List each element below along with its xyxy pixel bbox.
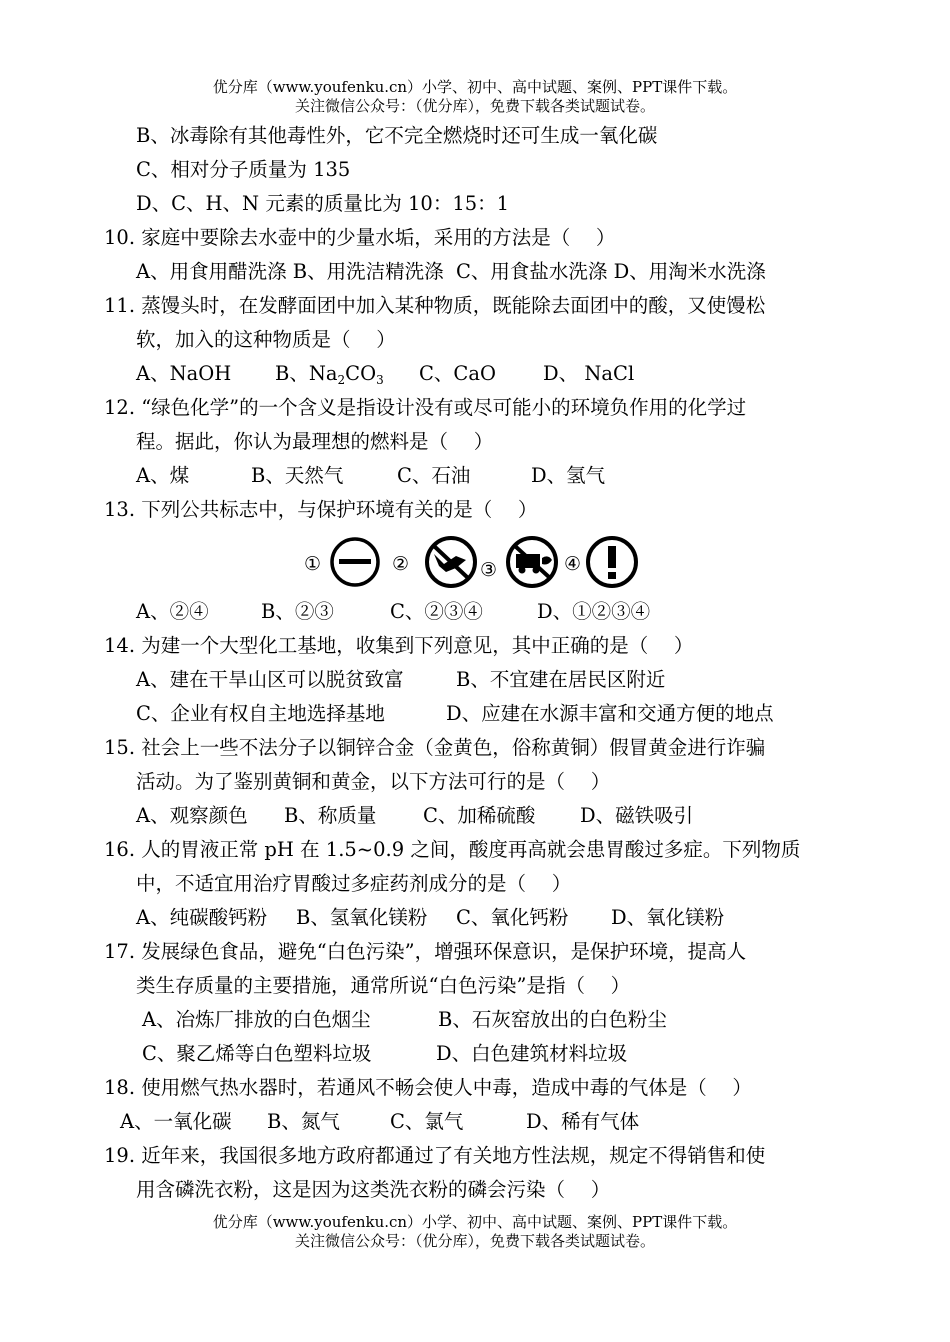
warning-exclamation-sign-icon: [588, 538, 636, 586]
q12-line-1: 12. “绿色化学”的一个含义是指设计没有或尽可能小的环境负作用的化学过: [104, 396, 747, 419]
q14-text: 14. 为建一个大型化工基地，收集到下列意见，其中正确的是（ ）: [104, 634, 694, 657]
q15-line-2: 活动。为了鉴别黄铜和黄金，以下方法可行的是（ ）: [136, 770, 611, 793]
q14-option-b: B、不宜建在居民区附近: [456, 668, 666, 691]
q12-option-c: C、石油: [397, 464, 471, 487]
q11-line-2: 软，加入的这种物质是（ ）: [136, 328, 396, 351]
no-entry-sign-icon: [332, 539, 378, 585]
q17-line-1: 17. 发展绿色食品，避免“白色污染”，增强环保意识，是保护环境，提高人: [104, 940, 747, 963]
q11-option-b: [275, 362, 384, 386]
q12-option-d: D、氢气: [531, 464, 606, 487]
q11-line-1: 11. 蒸馒头时，在发酵面团中加入某种物质，既能除去面团中的酸，又使馒松: [104, 294, 766, 317]
q9-option-b: B、冰毒除有其他毒性外，它不完全燃烧时还可生成一氧化碳: [136, 124, 658, 147]
header-line-1: 优分库（www.youfenku.cn）小学、初中、高中试题、案例、PPT课件下载。: [212, 78, 738, 96]
q11-option-b-mid: CO: [345, 362, 377, 385]
q11-option-b-sub2: 3: [376, 373, 384, 387]
q16-line-1: 16. 人的胃液正常 pH 在 1.5~0.9 之间，酸度再高就会患胃酸过多症。下列物质: [104, 838, 801, 861]
q15-line-1: 15. 社会上一些不法分子以铜锌合金（金黄色，俗称黄铜）假冒黄金进行诈骗: [104, 736, 766, 759]
footer-line-1: 优分库（www.youfenku.cn）小学、初中、高中试题、案例、PPT课件下载。: [212, 1213, 738, 1231]
q17-option-c: C、聚乙烯等白色塑料垃圾: [142, 1042, 372, 1065]
q15-option-c: C、加稀硫酸: [423, 804, 536, 827]
q16-option-d: D、氧化镁粉: [611, 906, 725, 929]
q11-option-b-sub1: 2: [337, 373, 346, 387]
q11-option-c: C、CaO: [419, 362, 496, 385]
sign-1-label: ①: [304, 553, 322, 575]
footer-line-2: 关注微信公众号：（优分库），免费下载各类试题试卷。: [294, 1232, 655, 1250]
no-hunting-sign-icon: [427, 538, 475, 586]
q14-option-a: A、建在干旱山区可以脱贫致富: [136, 668, 404, 691]
q18-option-a: A、一氧化碳: [120, 1110, 232, 1133]
q11-option-b-prefix: B、Na: [275, 362, 338, 385]
q17-option-d: D、白色建筑材料垃圾: [436, 1042, 628, 1065]
q15-option-d: D、磁铁吸引: [580, 804, 694, 827]
q15-option-b: B、称质量: [284, 804, 377, 827]
q10-options: A、用食用醋洗涤 B、用洗洁精洗涤 C、用食盐水洗涤 D、用淘米水洗涤: [136, 260, 766, 283]
q14-option-c: C、企业有权自主地选择基地: [136, 702, 385, 725]
q12-option-a: A、煤: [136, 464, 190, 487]
q17-option-a: A、冶炼厂排放的白色烟尘: [142, 1008, 371, 1031]
q12-line-2: 程。据此，你认为最理想的燃料是（ ）: [136, 430, 494, 453]
q13-option-d: D、①②③④: [537, 600, 651, 623]
header-line-2: 关注微信公众号：（优分库），免费下载各类试题试卷。: [294, 97, 655, 115]
q11-option-d: D、 NaCl: [543, 362, 635, 385]
q17-line-2: 类生存质量的主要措施，通常所说“白色污染”是指（ ）: [136, 974, 631, 997]
q13-option-a: A、②④: [136, 600, 209, 623]
q9-option-c: C、相对分子质量为 135: [136, 158, 351, 181]
q15-option-a: A、观察颜色: [136, 804, 248, 827]
q10-text: 10. 家庭中要除去水壶中的少量水垢，采用的方法是（ ）: [104, 226, 616, 249]
q11-option-a: A、NaOH: [136, 362, 232, 385]
no-smoking-vehicle-sign-icon: [508, 538, 556, 586]
q9-option-d: D、C、H、N 元素的质量比为 10：15：1: [136, 192, 510, 215]
q16-option-c: C、氧化钙粉: [456, 906, 569, 929]
q14-option-d: D、应建在水源丰富和交通方便的地点: [446, 702, 774, 725]
q17-option-b: B、石灰窑放出的白色粉尘: [438, 1008, 667, 1031]
q19-line-1: 19. 近年来，我国很多地方政府都通过了有关地方性法规，规定不得销售和使: [104, 1144, 766, 1167]
q18-option-d: D、稀有气体: [526, 1110, 640, 1133]
q19-line-2: 用含磷洗衣粉，这是因为这类洗衣粉的磷会污染（ ）: [136, 1178, 611, 1201]
q13-option-c: C、②③④: [390, 600, 483, 623]
q18-text: 18. 使用燃气热水器时，若通风不畅会使人中毒，造成中毒的气体是（ ）: [104, 1076, 752, 1099]
sign-3-label: ③: [480, 559, 498, 581]
q12-option-b: B、天然气: [251, 464, 344, 487]
q13-option-b: B、②③: [261, 600, 334, 623]
q13-text: 13. 下列公共标志中，与保护环境有关的是（ ）: [104, 498, 538, 521]
sign-4-label: ④: [564, 553, 582, 575]
q16-option-a: A、纯碳酸钙粉: [136, 906, 268, 929]
sign-2-label: ②: [392, 553, 410, 575]
q18-option-c: C、氯气: [390, 1110, 464, 1133]
q18-option-b: B、氮气: [267, 1110, 340, 1133]
q16-option-b: B、氢氧化镁粉: [296, 906, 428, 929]
public-signs-figure: [296, 534, 646, 590]
q16-line-2: 中，不适宜用治疗胃酸过多症药剂成分的是（ ）: [136, 872, 572, 895]
